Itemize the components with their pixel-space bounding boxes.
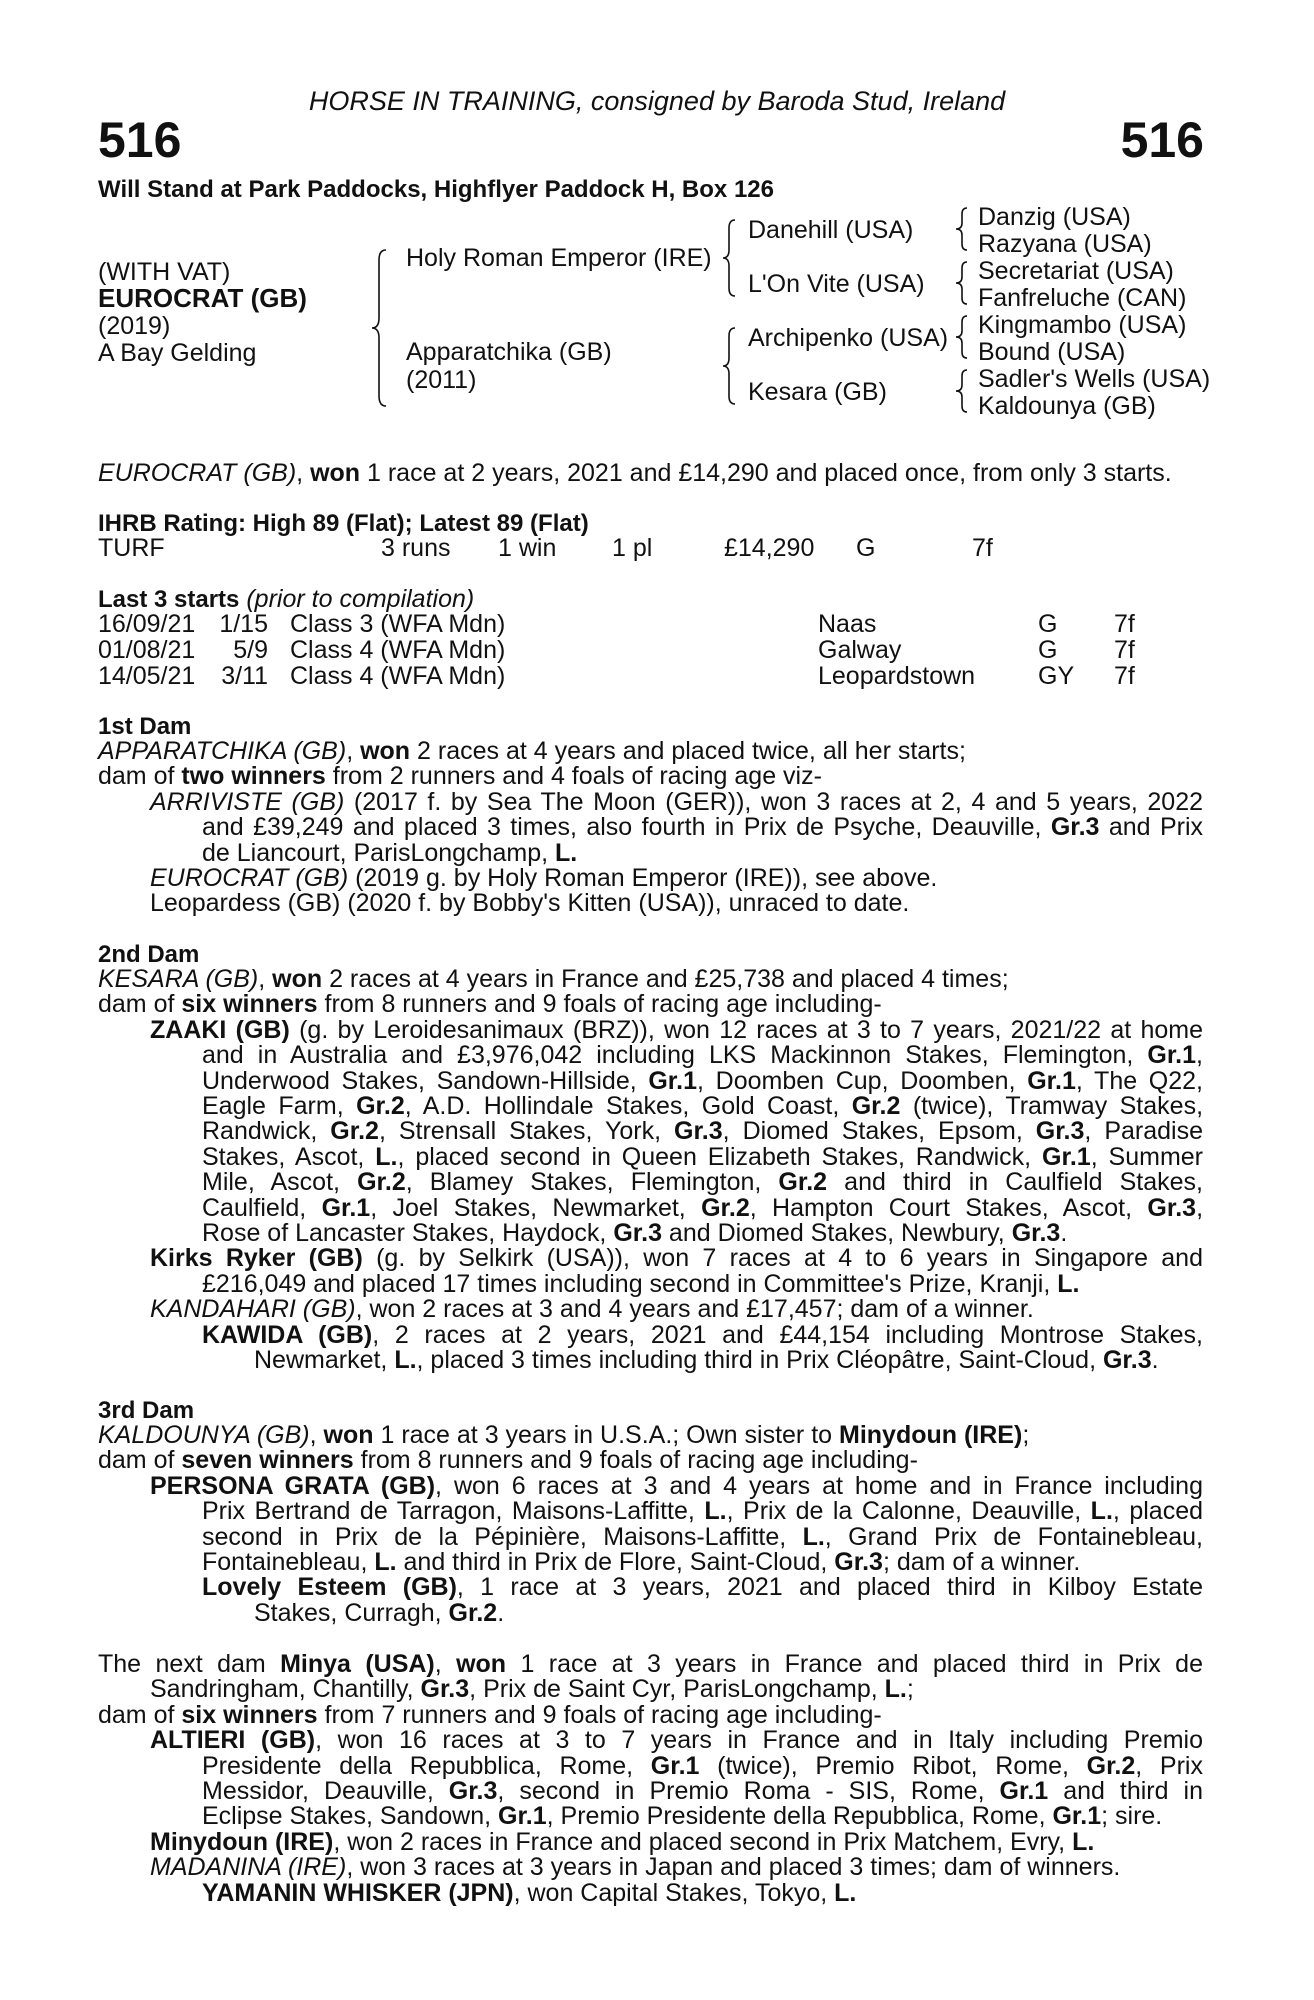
lot-number-left: 516	[98, 112, 182, 168]
text-line: Leopardess (GB) (2020 f. by Bobby's Kitten (USA)), unraced to date.	[150, 889, 910, 918]
text-line: Eagle Farm, Gr.2, A.D. Hollindale Stakes, Gold Coast, Gr.2 (twice), Tramway Stakes,	[202, 1092, 1204, 1121]
rating-surface: TURF	[98, 534, 165, 562]
start-class: Class 4 (WFA Mdn)	[290, 662, 506, 690]
start-course: Galway	[818, 636, 902, 664]
pedigree-dam-sire: Archipenko (USA)	[748, 324, 949, 352]
rating-places: 1 pl	[612, 534, 653, 562]
horse-description: A Bay Gelding	[98, 339, 257, 367]
first-dam-section	[98, 739, 1203, 917]
pedigree-brace-main	[372, 248, 390, 408]
text-line: APPARATCHIKA (GB), won 2 races at 4 years and placed twice, all her starts;	[98, 737, 966, 765]
start-distance: 7f	[1114, 662, 1135, 690]
stabling-location: Will Stand at Park Paddocks, Highflyer Paddock H, Box 126	[98, 176, 774, 203]
text-line: EUROCRAT (GB) (2019 g. by Holy Roman Emperor (IRE)), see above.	[150, 864, 938, 893]
text-line: KANDAHARI (GB), won 2 races at 3 and 4 years and £17,457; dam of a winner.	[150, 1295, 1034, 1324]
text-line: Stakes, Ascot, L., placed second in Queen Elizabeth Stakes, Randwick, Gr.1, Summer	[202, 1142, 1203, 1171]
text-line: de Liancourt, ParisLongchamp, L.	[202, 838, 578, 867]
pedigree-brace-ss	[956, 206, 970, 252]
second-dam-section	[98, 967, 1203, 1374]
text-line: MADANINA (IRE), won 3 races at 3 years in Japan and placed 3 times; dam of winners.	[150, 1853, 1121, 1882]
text-line: ARRIVISTE (GB) (2017 f. by Sea The Moon (GER)), won 3 races at 2, 4 and 5 years, 2022	[150, 787, 1203, 816]
pedigree-brace-dam	[723, 326, 739, 406]
text-line: Lovely Esteem (GB), 1 race at 3 years, 2021 and placed third in Kilboy Estate	[202, 1573, 1204, 1602]
text-line: Underwood Stakes, Sandown-Hillside, Gr.1, Doomben Cup, Doomben, Gr.1, The Q22,	[202, 1066, 1203, 1095]
text-line: Presidente della Repubblica, Rome, Gr.1 (twice), Premio Ribot, Rome, Gr.2, Prix	[202, 1751, 1203, 1780]
text-line: Eclipse Stakes, Sandown, Gr.1, Premio Presidente della Repubblica, Rome, Gr.1; sire.	[202, 1802, 1163, 1831]
pedigree-sss: Danzig (USA)	[978, 203, 1131, 231]
start-course: Naas	[818, 610, 877, 638]
text-line: Minydoun (IRE), won 2 races in France and placed second in Prix Matchem, Evry, L.	[150, 1827, 1095, 1856]
third-dam-heading: 3rd Dam	[98, 1397, 195, 1424]
text-line: Sandringham, Chantilly, Gr.3, Prix de Saint Cyr, ParisLongchamp, L.;	[150, 1675, 914, 1704]
text-line: PERSONA GRATA (GB), won 6 races at 3 and 4 years at home and in France including	[150, 1471, 1203, 1500]
start-position: 3/11	[221, 662, 268, 690]
start-position: 1/15	[219, 610, 268, 638]
pedigree-dds: Sadler's Wells (USA)	[978, 365, 1211, 393]
text-line: KAWIDA (GB), 2 races at 2 years, 2021 and £44,154 including Montrose Stakes,	[202, 1320, 1203, 1349]
start-class: Class 3 (WFA Mdn)	[290, 610, 506, 638]
rating-distance: 7f	[972, 534, 993, 562]
pedigree-sds: Secretariat (USA)	[978, 257, 1174, 285]
text-line: Randwick, Gr.2, Strensall Stakes, York, Gr.3, Diomed Stakes, Epsom, Gr.3, Paradise	[202, 1117, 1204, 1146]
pedigree-brace-sire	[723, 218, 739, 298]
text-line: The next dam Minya (USA), won 1 race at 3 years in France and placed third in Prix de	[98, 1650, 1203, 1678]
rating-going: G	[856, 534, 876, 562]
start-position: 5/9	[233, 636, 268, 664]
text-line: YAMANIN WHISKER (JPN), won Capital Stakes, Tokyo, L.	[202, 1878, 857, 1907]
pedigree-dsd: Bound (USA)	[978, 338, 1126, 366]
text-line: Kirks Ryker (GB) (g. by Selkirk (USA)), won 7 races at 4 to 6 years in Singapore and	[150, 1244, 1203, 1273]
pedigree-brace-ds	[956, 314, 970, 360]
start-date: 16/09/21	[98, 610, 196, 638]
text-line: and in Australia and £3,976,042 including LKS Mackinnon Stakes, Flemington, Gr.1,	[202, 1041, 1203, 1070]
text-line: and £39,249 and placed 3 times, also fourth in Prix de Psyche, Deauville, Gr.3 and Prix	[202, 813, 1203, 842]
start-going: G	[1038, 610, 1058, 638]
pedigree-brace-sd	[956, 260, 970, 306]
start-class: Class 4 (WFA Mdn)	[290, 636, 506, 664]
text-line: Stakes, Curragh, Gr.2.	[254, 1598, 505, 1627]
start-date: 14/05/21	[98, 662, 196, 690]
rating-heading: IHRB Rating: High 89 (Flat); Latest 89 (Flat)	[98, 510, 589, 537]
text-line: Caulfield, Gr.1, Joel Stakes, Newmarket, Gr.2, Hampton Court Stakes, Ascot, Gr.3,	[202, 1193, 1204, 1222]
pedigree-dss: Kingmambo (USA)	[978, 311, 1187, 339]
pedigree-brace-dd	[956, 368, 970, 414]
start-distance: 7f	[1114, 636, 1135, 664]
next-dam-section	[98, 1652, 1203, 1906]
pedigree-ddd: Kaldounya (GB)	[978, 392, 1156, 420]
pedigree-ssd: Razyana (USA)	[978, 230, 1152, 258]
race-summary: EUROCRAT (GB), won 1 race at 2 years, 2021 and £14,290 and placed once, from only 3 starts.	[98, 459, 1172, 487]
start-distance: 7f	[1114, 610, 1135, 638]
text-line: KESARA (GB), won 2 races at 4 years in France and £25,738 and placed 4 times;	[98, 965, 1009, 993]
pedigree-dam-dam: Kesara (GB)	[748, 378, 887, 406]
pedigree-sire-sire: Danehill (USA)	[748, 216, 914, 244]
text-line: dam of six winners from 7 runners and 9 foals of racing age including-	[98, 1700, 882, 1729]
first-dam-heading: 1st Dam	[98, 713, 192, 740]
consignor-line: HORSE IN TRAINING, consigned by Baroda Stud, Ireland	[308, 86, 1006, 116]
text-line: dam of six winners from 8 runners and 9 foals of racing age including-	[98, 990, 882, 1019]
start-going: GY	[1038, 662, 1075, 690]
horse-name: EUROCRAT (GB)	[98, 283, 307, 313]
text-line: dam of two winners from 2 runners and 4 foals of racing age viz-	[98, 762, 822, 791]
text-line: Prix Bertrand de Tarragon, Maisons-Laffitte, L., Prix de la Calonne, Deauville, L., placed	[202, 1497, 1204, 1526]
text-line: second in Prix de la Pépinière, Maisons-Laffitte, L., Grand Prix de Fontainebleau,	[202, 1522, 1204, 1551]
text-line: KALDOUNYA (GB), won 1 race at 3 years in U.S.A.; Own sister to Minydoun (IRE);	[98, 1421, 1030, 1449]
last-starts-heading: Last 3 starts (prior to compilation)	[98, 585, 475, 613]
start-course: Leopardstown	[818, 662, 976, 690]
pedigree-sire-dam: L'On Vite (USA)	[748, 270, 925, 298]
third-dam-section	[98, 1423, 1203, 1626]
pedigree-sire: Holy Roman Emperor (IRE)	[406, 244, 712, 272]
text-line: Messidor, Deauville, Gr.3, second in Premio Roma - SIS, Rome, Gr.1 and third in	[202, 1777, 1203, 1806]
start-going: G	[1038, 636, 1058, 664]
text-line: dam of seven winners from 8 runners and 9 foals of racing age including-	[98, 1446, 918, 1475]
text-line: Mile, Ascot, Gr.2, Blamey Stakes, Flemington, Gr.2 and third in Caulfield Stakes,	[202, 1168, 1204, 1197]
pedigree-dam-year: (2011)	[406, 366, 477, 394]
text-line: ALTIERI (GB), won 16 races at 3 to 7 years in France and in Italy including Premio	[150, 1726, 1203, 1755]
vat-status: (WITH VAT)	[98, 258, 231, 286]
second-dam-heading: 2nd Dam	[98, 941, 200, 968]
lot-number-right: 516	[1120, 112, 1204, 168]
pedigree-sdd: Fanfreluche (CAN)	[978, 284, 1187, 312]
rating-prize: £14,290	[724, 534, 815, 562]
rating-wins: 1 win	[498, 534, 557, 562]
text-line: Rose of Lancaster Stakes, Haydock, Gr.3 and Diomed Stakes, Newbury, Gr.3.	[202, 1219, 1068, 1248]
start-date: 01/08/21	[98, 636, 196, 664]
text-line: ZAAKI (GB) (g. by Leroidesanimaux (BRZ)), won 12 races at 3 to 7 years, 2021/22 at home	[150, 1015, 1203, 1044]
text-line: Fontainebleau, L. and third in Prix de Flore, Saint-Cloud, Gr.3; dam of a winner.	[202, 1548, 1081, 1577]
pedigree-dam: Apparatchika (GB)	[406, 338, 612, 366]
rating-runs: 3 runs	[381, 534, 451, 562]
text-line: £216,049 and placed 17 times including second in Committee's Prize, Kranji, L.	[202, 1269, 1080, 1298]
horse-year: (2019)	[98, 312, 171, 340]
text-line: Newmarket, L., placed 3 times including third in Prix Cléopâtre, Saint-Cloud, Gr.3.	[254, 1346, 1159, 1375]
